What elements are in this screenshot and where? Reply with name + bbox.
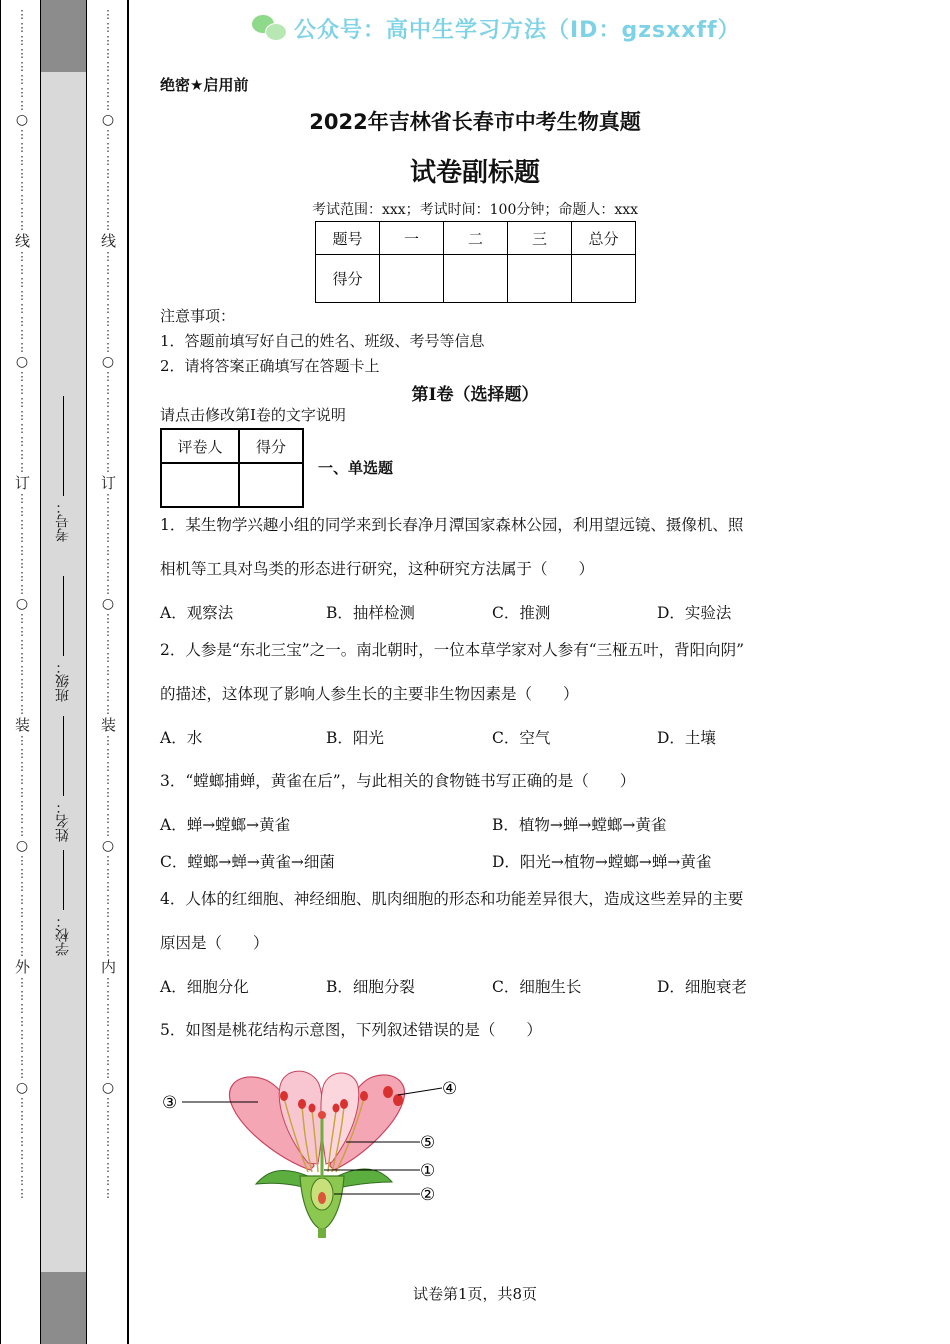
seal-dots: ⋮ <box>102 1041 114 1054</box>
q3-option-a[interactable]: A．蝉→螳螂→黄雀 <box>160 816 291 834</box>
seal-char-mark: 线 <box>101 232 117 250</box>
seal-dots: ⋮ <box>16 747 28 760</box>
seal-dots: ⋮ <box>16 1109 28 1122</box>
seal-circle-mark: ○ <box>15 112 29 128</box>
question-2-line-1: 2．人参是“东北三宝”之一。南北朝时，一位本草学家对人参有“三桠五叶，背阳向阴” <box>160 641 745 659</box>
seal-dots: ⋮ <box>102 1096 114 1109</box>
school-blank[interactable] <box>63 850 64 910</box>
class-field[interactable] <box>48 572 78 702</box>
question-4-line-2: 原因是（ ） <box>160 934 269 952</box>
figure-label-4: ④ <box>442 1079 458 1099</box>
score-header-cell: 二 <box>444 222 508 255</box>
seal-dots: ⋮ <box>16 854 28 867</box>
seal-dots: ⋮ <box>16 1174 28 1187</box>
school-field[interactable] <box>48 846 78 956</box>
seal-circle-mark: ○ <box>101 354 115 370</box>
score-row-label: 得分 <box>316 255 380 303</box>
seal-dots: ⋮ <box>16 492 28 505</box>
figure-label-5: ⑤ <box>420 1133 436 1153</box>
q4-option-d[interactable]: D．细胞衰老 <box>657 978 747 996</box>
seal-dots: ⋮ <box>16 518 28 531</box>
seal-dots: ⋮ <box>16 773 28 786</box>
seal-dots: ⋮ <box>16 1015 28 1028</box>
seal-dots: ⋮ <box>102 250 114 263</box>
score-header-cell: 题号 <box>316 222 380 255</box>
seal-dots: ⋮ <box>102 422 114 435</box>
seal-dots: ⋮ <box>16 435 28 448</box>
student-id-label: 考号： <box>55 500 71 542</box>
seal-char-mark: 线 <box>15 232 31 250</box>
binding-line-1 <box>40 0 41 1344</box>
q2-option-d[interactable]: D．土壤 <box>657 729 716 747</box>
seal-dots: ⋮ <box>16 328 28 341</box>
question-1-line-1: 1．某生物学兴趣小组的同学来到长春净月潭国家森林公园，利用望远镜、摄像机、照 <box>160 516 744 534</box>
seal-dots: ⋮ <box>102 383 114 396</box>
seal-dots: ⋮ <box>102 1028 114 1041</box>
seal-dots: ⋮ <box>16 1002 28 1015</box>
grader-header: 评卷人 <box>161 429 239 463</box>
student-id-blank[interactable] <box>63 396 64 496</box>
question-type: 一、单选题 <box>318 459 394 477</box>
seal-dots: ⋮ <box>102 945 114 958</box>
score-cell[interactable] <box>572 255 636 303</box>
seal-dots: ⋮ <box>102 370 114 383</box>
seal-dots: ⋮ <box>102 786 114 799</box>
seal-dots: ⋮ <box>102 1161 114 1174</box>
seal-dots: ⋮ <box>102 435 114 448</box>
seal-char-mark: 装 <box>101 716 117 734</box>
seal-dots: ⋮ <box>102 396 114 409</box>
seal-circle-mark: ○ <box>15 838 29 854</box>
seal-dots: ⋮ <box>102 734 114 747</box>
score-header-cell: 总分 <box>572 222 636 255</box>
exam-info: 考试范围：xxx；考试时间：100分钟；命题人：xxx <box>311 202 639 218</box>
q4-option-b[interactable]: B．细胞分裂 <box>326 978 415 996</box>
grader-table <box>160 428 304 508</box>
seal-dots: ⋮ <box>102 664 114 677</box>
name-field[interactable] <box>48 712 78 842</box>
seal-dots: ⋮ <box>16 664 28 677</box>
seal-dots: ⋮ <box>102 880 114 893</box>
seal-dots: ⋮ <box>102 812 114 825</box>
seal-dots: ⋮ <box>102 128 114 141</box>
seal-dots: ⋮ <box>16 906 28 919</box>
school-label: 学校： <box>55 914 71 956</box>
seal-dots: ⋮ <box>102 760 114 773</box>
seal-dots: ⋮ <box>16 1161 28 1174</box>
seal-dots: ⋮ <box>16 531 28 544</box>
seal-dots: ⋮ <box>102 167 114 180</box>
seal-dots: ⋮ <box>102 518 114 531</box>
seal-dots: ⋮ <box>16 167 28 180</box>
name-blank[interactable] <box>63 716 64 796</box>
seal-dots: ⋮ <box>16 86 28 99</box>
seal-dots: ⋮ <box>16 638 28 651</box>
seal-dots: ⋮ <box>102 154 114 167</box>
seal-dots: ⋮ <box>102 677 114 690</box>
seal-dots: ⋮ <box>16 206 28 219</box>
seal-dots: ⋮ <box>102 932 114 945</box>
figure-label-3: ③ <box>162 1093 178 1113</box>
question-4-line-1: 4．人体的红细胞、神经细胞、肌肉细胞的形态和功能差异很大，造成这些差异的主要 <box>160 890 744 908</box>
seal-dots: ⋮ <box>16 612 28 625</box>
seal-dots: ⋮ <box>16 250 28 263</box>
seal-dots: ⋮ <box>16 932 28 945</box>
seal-dots: ⋮ <box>102 219 114 232</box>
seal-dots: ⋮ <box>16 180 28 193</box>
seal-dots: ⋮ <box>102 557 114 570</box>
seal-dots: ⋮ <box>16 1148 28 1161</box>
outer-seal-column <box>15 8 29 1200</box>
seal-dots: ⋮ <box>16 812 28 825</box>
seal-dots: ⋮ <box>102 328 114 341</box>
seal-dots: ⋮ <box>16 651 28 664</box>
q1-option-d[interactable]: D．实验法 <box>657 604 732 622</box>
page-left-border <box>0 0 1 1344</box>
seal-dots: ⋮ <box>102 180 114 193</box>
seal-dots: ⋮ <box>16 893 28 906</box>
question-5-line-1: 5．如图是桃花结构示意图，下列叙述错误的是（ ） <box>160 1021 542 1039</box>
seal-dots: ⋮ <box>16 1054 28 1067</box>
seal-circle-mark: ○ <box>101 596 115 612</box>
seal-dots: ⋮ <box>102 448 114 461</box>
seal-circle-mark: ○ <box>101 1080 115 1096</box>
score-cell[interactable] <box>508 255 572 303</box>
seal-dots: ⋮ <box>102 1067 114 1080</box>
seal-char-mark: 装 <box>15 716 31 734</box>
seal-dots: ⋮ <box>16 799 28 812</box>
seal-dots: ⋮ <box>102 919 114 932</box>
binding-dark-block-top <box>41 0 86 72</box>
seal-dots: ⋮ <box>16 422 28 435</box>
seal-dots: ⋮ <box>16 383 28 396</box>
seal-dots: ⋮ <box>16 760 28 773</box>
seal-circle-mark: ○ <box>15 354 29 370</box>
seal-dots: ⋮ <box>16 21 28 34</box>
seal-dots: ⋮ <box>102 1054 114 1067</box>
seal-dots: ⋮ <box>102 289 114 302</box>
seal-circle-mark: ○ <box>101 838 115 854</box>
seal-dots: ⋮ <box>16 396 28 409</box>
wechat-icon <box>252 15 286 41</box>
seal-dots: ⋮ <box>102 86 114 99</box>
seal-dots: ⋮ <box>16 786 28 799</box>
seal-dots: ⋮ <box>102 773 114 786</box>
seal-dots: ⋮ <box>102 1109 114 1122</box>
seal-circle-mark: ○ <box>101 112 115 128</box>
section-title: 第I卷（选择题） <box>411 385 539 405</box>
seal-dots: ⋮ <box>102 854 114 867</box>
seal-dots: ⋮ <box>102 867 114 880</box>
seal-dots: ⋮ <box>16 690 28 703</box>
seal-circle-mark: ○ <box>15 596 29 612</box>
seal-dots: ⋮ <box>16 263 28 276</box>
score-header-cell: 一 <box>380 222 444 255</box>
seal-dots: ⋮ <box>102 1002 114 1015</box>
q1-option-b[interactable]: B．抽样检测 <box>326 604 415 622</box>
seal-dots: ⋮ <box>102 989 114 1002</box>
seal-char-mark: 外 <box>15 958 31 976</box>
seal-dots: ⋮ <box>102 747 114 760</box>
seal-dots: ⋮ <box>16 989 28 1002</box>
seal-dots: ⋮ <box>16 1135 28 1148</box>
seal-char-mark: 订 <box>15 474 31 492</box>
student-id-field[interactable] <box>48 392 78 542</box>
seal-dots: ⋮ <box>102 1148 114 1161</box>
note-item: 2．请将答案正确填写在答题卡上 <box>160 357 380 375</box>
seal-dots: ⋮ <box>16 1067 28 1080</box>
seal-dots: ⋮ <box>102 976 114 989</box>
grader-header: 得分 <box>239 429 303 463</box>
seal-dots: ⋮ <box>16 880 28 893</box>
seal-dots: ⋮ <box>16 276 28 289</box>
seal-dots: ⋮ <box>16 193 28 206</box>
q3-option-c[interactable]: C．螳螂→蝉→黄雀→细菌 <box>160 853 335 871</box>
seal-dots: ⋮ <box>16 570 28 583</box>
seal-dots: ⋮ <box>16 703 28 716</box>
seal-dots: ⋮ <box>16 370 28 383</box>
watermark-banner <box>252 12 741 44</box>
binding-line-2 <box>86 0 87 1344</box>
seal-dots: ⋮ <box>102 1015 114 1028</box>
notes-title: 注意事项： <box>160 307 236 325</box>
seal-dots: ⋮ <box>16 34 28 47</box>
seal-dots: ⋮ <box>102 825 114 838</box>
seal-dots: ⋮ <box>16 544 28 557</box>
section-hint[interactable]: 请点击修改第I卷的文字说明 <box>160 406 346 424</box>
seal-dots: ⋮ <box>102 21 114 34</box>
seal-dots: ⋮ <box>102 505 114 518</box>
note-item: 1．答题前填写好自己的姓名、班级、考号等信息 <box>160 332 485 350</box>
seal-dots: ⋮ <box>102 690 114 703</box>
seal-dots: ⋮ <box>16 734 28 747</box>
seal-dots: ⋮ <box>102 409 114 422</box>
seal-dots: ⋮ <box>102 193 114 206</box>
seal-dots: ⋮ <box>102 276 114 289</box>
inner-seal-column <box>101 8 115 1200</box>
seal-dots: ⋮ <box>16 154 28 167</box>
q3-option-d[interactable]: D．阳光→植物→螳螂→蝉→黄雀 <box>492 853 712 871</box>
seal-dots: ⋮ <box>102 544 114 557</box>
seal-dots: ⋮ <box>16 1122 28 1135</box>
seal-dots: ⋮ <box>16 448 28 461</box>
seal-dots: ⋮ <box>102 1187 114 1200</box>
grader-cell[interactable] <box>161 463 239 507</box>
seal-dots: ⋮ <box>102 583 114 596</box>
question-2-line-2: 的描述，这体现了影响人参生长的主要非生物因素是（ ） <box>160 685 579 703</box>
seal-dots: ⋮ <box>16 919 28 932</box>
seal-dots: ⋮ <box>102 906 114 919</box>
seal-dots: ⋮ <box>16 128 28 141</box>
seal-dots: ⋮ <box>16 625 28 638</box>
seal-dots: ⋮ <box>102 99 114 112</box>
seal-dots: ⋮ <box>102 141 114 154</box>
seal-dots: ⋮ <box>16 409 28 422</box>
peach-flower-diagram <box>158 1058 468 1238</box>
seal-dots: ⋮ <box>16 8 28 21</box>
seal-dots: ⋮ <box>102 315 114 328</box>
seal-dots: ⋮ <box>102 1135 114 1148</box>
q1-option-c[interactable]: C．推测 <box>492 604 551 622</box>
q3-option-b[interactable]: B．植物→蝉→螳螂→黄雀 <box>492 816 667 834</box>
binding-dark-block-bottom <box>41 1272 86 1344</box>
score-header-cell: 三 <box>508 222 572 255</box>
seal-dots: ⋮ <box>16 315 28 328</box>
seal-dots: ⋮ <box>102 8 114 21</box>
seal-dots: ⋮ <box>102 703 114 716</box>
seal-dots: ⋮ <box>102 492 114 505</box>
seal-char-mark: 订 <box>101 474 117 492</box>
secret-mark: 绝密★启用前 <box>160 76 249 94</box>
seal-dots: ⋮ <box>16 302 28 315</box>
seal-dots: ⋮ <box>16 557 28 570</box>
seal-dots: ⋮ <box>16 825 28 838</box>
seal-dots: ⋮ <box>102 461 114 474</box>
seal-dots: ⋮ <box>16 976 28 989</box>
score-cell[interactable] <box>380 255 444 303</box>
seal-dots: ⋮ <box>102 651 114 664</box>
watermark-text: 公众号：高中生学习方法（ID：gzsxxff） <box>294 17 741 43</box>
paper-title: 2022年吉林省长春市中考生物真题 <box>309 110 641 134</box>
seal-circle-mark: ○ <box>15 1080 29 1096</box>
question-1-line-2: 相机等工具对鸟类的形态进行研究，这种研究方法属于（ ） <box>160 560 595 578</box>
grader-cell[interactable] <box>239 463 303 507</box>
paper-subtitle: 试卷副标题 <box>409 158 540 188</box>
seal-dots: ⋮ <box>16 1187 28 1200</box>
seal-dots: ⋮ <box>16 867 28 880</box>
seal-dots: ⋮ <box>102 206 114 219</box>
class-label: 班级： <box>55 660 71 702</box>
seal-dots: ⋮ <box>16 99 28 112</box>
seal-dots: ⋮ <box>16 60 28 73</box>
seal-dots: ⋮ <box>102 73 114 86</box>
seal-dots: ⋮ <box>16 461 28 474</box>
seal-dots: ⋮ <box>16 141 28 154</box>
seal-dots: ⋮ <box>102 638 114 651</box>
seal-dots: ⋮ <box>102 47 114 60</box>
figure-label-1: ① <box>420 1161 436 1181</box>
q4-option-c[interactable]: C．细胞生长 <box>492 978 582 996</box>
seal-dots: ⋮ <box>102 893 114 906</box>
seal-dots: ⋮ <box>102 1122 114 1135</box>
figure-label-2: ② <box>420 1185 436 1205</box>
seal-dots: ⋮ <box>102 263 114 276</box>
seal-dots: ⋮ <box>16 505 28 518</box>
seal-dots: ⋮ <box>102 799 114 812</box>
class-blank[interactable] <box>63 576 64 656</box>
question-3-line-1: 3．“螳螂捕蝉，黄雀在后”，与此相关的食物链书写正确的是（ ） <box>160 772 636 790</box>
seal-dots: ⋮ <box>102 341 114 354</box>
seal-dots: ⋮ <box>16 341 28 354</box>
seal-dots: ⋮ <box>102 570 114 583</box>
seal-dots: ⋮ <box>16 1096 28 1109</box>
seal-dots: ⋮ <box>16 1028 28 1041</box>
score-table <box>315 221 636 303</box>
q2-option-a[interactable]: A．水 <box>160 729 203 747</box>
seal-dots: ⋮ <box>102 302 114 315</box>
seal-dots: ⋮ <box>102 531 114 544</box>
q1-option-a[interactable]: A．观察法 <box>160 604 234 622</box>
name-label: 姓名： <box>55 800 71 842</box>
binding-line-3 <box>127 0 129 1344</box>
score-cell[interactable] <box>444 255 508 303</box>
seal-dots: ⋮ <box>102 612 114 625</box>
seal-dots: ⋮ <box>102 34 114 47</box>
seal-dots: ⋮ <box>102 60 114 73</box>
seal-dots: ⋮ <box>16 73 28 86</box>
seal-dots: ⋮ <box>16 1041 28 1054</box>
q4-option-a[interactable]: A．细胞分化 <box>160 978 249 996</box>
seal-dots: ⋮ <box>16 289 28 302</box>
q2-option-b[interactable]: B．阳光 <box>326 729 384 747</box>
seal-dots: ⋮ <box>102 1174 114 1187</box>
seal-dots: ⋮ <box>16 677 28 690</box>
seal-dots: ⋮ <box>16 47 28 60</box>
seal-dots: ⋮ <box>16 219 28 232</box>
q2-option-c[interactable]: C．空气 <box>492 729 551 747</box>
page-footer: 试卷第1页，共8页 <box>412 1285 538 1303</box>
seal-dots: ⋮ <box>16 583 28 596</box>
seal-char-mark: 内 <box>101 958 117 976</box>
seal-dots: ⋮ <box>102 625 114 638</box>
seal-dots: ⋮ <box>16 945 28 958</box>
